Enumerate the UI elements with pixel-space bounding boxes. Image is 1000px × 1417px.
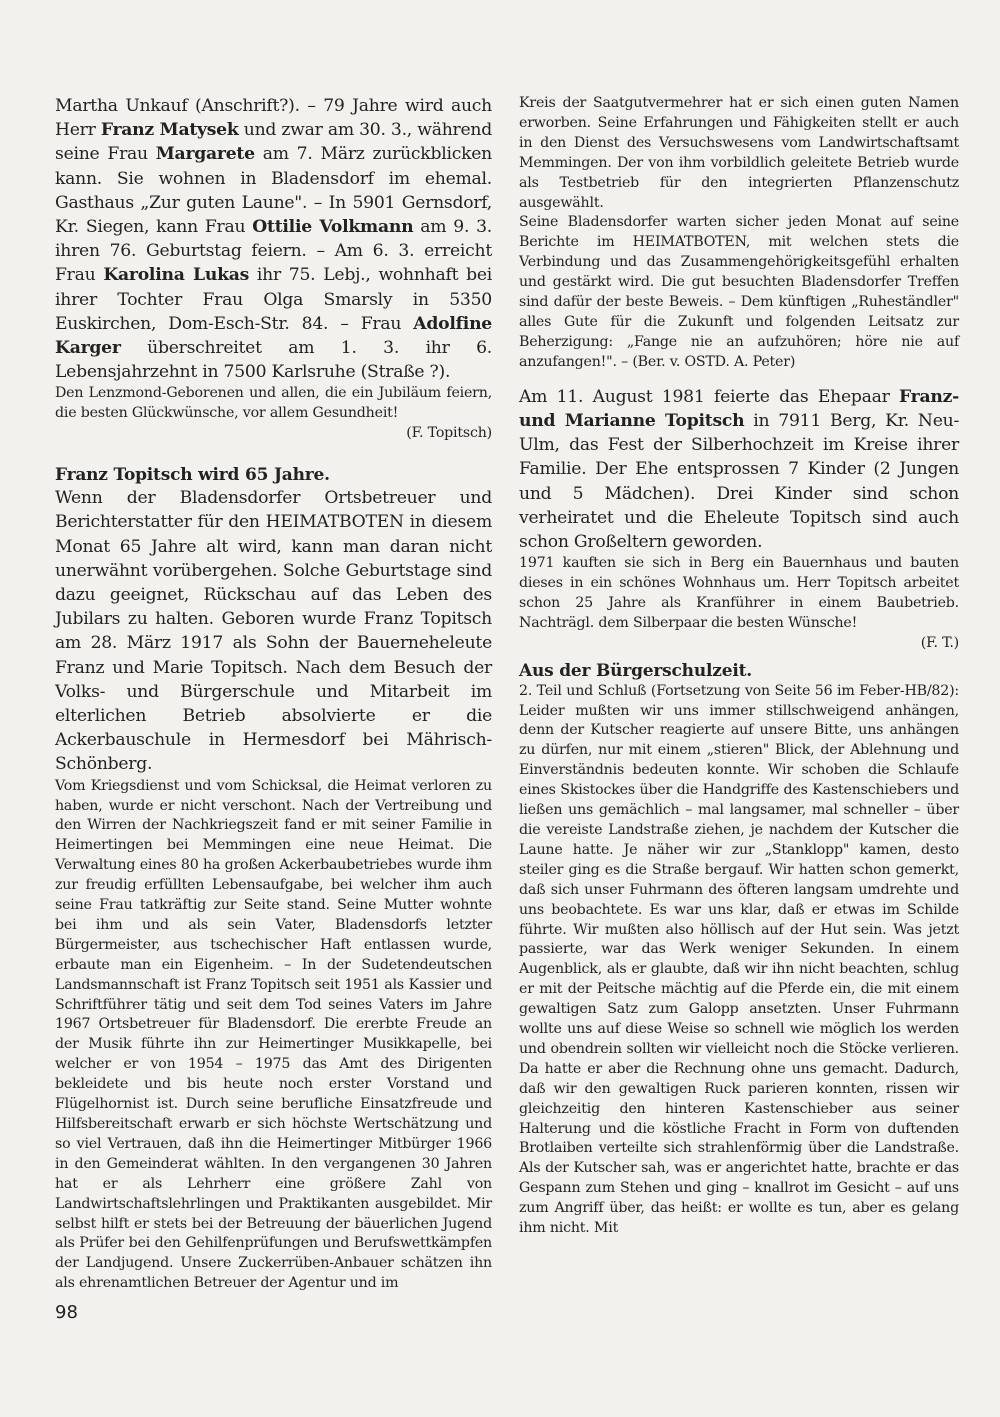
greeting-paragraph: Den Lenzmond-Geborenen und allen, die ein Jubiläum feiern, die besten Glückwünsche, vor allem Gesundheit! xyxy=(55,385,492,422)
anniversary-signature-row xyxy=(519,634,959,654)
page-number: 98 xyxy=(55,1302,78,1323)
article-title: Aus der Bürgerschulzeit. xyxy=(519,660,752,681)
article-body: 2. Teil und Schluß (Fortsetzung von Seite 56 im Feber-HB/82): Leider mußten wir uns immer stillschweigend anhängen, denn der Kutscher reagierte auf unsere Bitte, uns anhängen zu dürfen, nur mit einem „stieren" Blick, der Ablehnung und Einverständnis bedeuten konnte. Wir schoben die Schlaufe eines Skistockes über die Handgriffe des Kastenschiebers und ließen uns gemächlich – mal langsamer, mal schneller – über die vereiste Landstraße ziehen, je nachdem der Kutscher die Laune hatte. Je näher wir zur „Stanklopp" kamen, desto steiler ging es die Straße bergauf. Wir hatten schon gemerkt, daß sich unser Fuhrmann des öfteren langsam umdrehte und uns beobachtete. Es war uns klar, daß er etwas im Schilde führte. Wir mußten also höllisch auf der Hut sein. Was jetzt passierte, war das Werk weniger Sekunden. In einem Augenblick, als er glaubte, daß wir ihn nicht beachten, schlug er mit der Peitsche mächtig auf die Pferde ein, die mit einem gewaltigen Satz zum Galopp ansetzten. Unser Fuhrmann wollte uns auf diese Weise so schnell wie möglich los werden und obendrein sollten wir vielleicht noch die Stöcke verlieren. Da hatte er aber die Rechnung ohne uns gemacht. Dadurch, daß wir den gewaltigen Ruck parieren konnten, rissen wir gleichzeitig den hinteren Kastenschieber aus seiner Halterung und die köstliche Fracht in Form von duftenden Brotlaiben verteilte sich strahlenförmig über die Landstraße. Als der Kutscher sah, was er angerichtet hatte, brachte er das Gespann zum Stehen und ging – knallrot im Gesicht – auf uns zum Angriff über, das heißt: er wollte es tun, aber es gelang ihm nicht. Mit xyxy=(519,682,959,1237)
greeting-signature-row xyxy=(55,424,492,444)
article-continuation: Seine Bladensdorfer warten sicher jeden Monat auf seine Berichte im HEIMATBOTEN, mit welchen stets die Verbindung und das Zusammengehörigkeitsgefühl erhalten und gestärkt wird. Die gut besuchten Bladensdorfer Treffen sind dafür der beste Beweis. – Dem künftigen „Ruheständler" alles Gute für die Zukunft und folgenden Leitsatz zur Beherzigung: „Fange nie an aufzuhören; höre nie auf anzufangen!". – (Ber. v. OSTD. A. Peter) xyxy=(519,214,959,370)
person-name: Karolina Lukas xyxy=(103,265,250,286)
article-continuation: Kreis der Saatgutvermehrer hat er sich einen guten Namen erworben. Seine Erfahrungen und Fähigkeiten stellt er auch in den Dienst des Versuchswesens vom Landwirtschaftsamt Memmingen. Der von ihm vorbildlich geleitete Betrieb wurde als Testbetrieb für den integrierten Pflanzenschutz ausgewählt. xyxy=(519,95,959,211)
article-lead: Wenn der Bladensdorfer Ortsbetreuer und Berichterstatter für den HEIMATBOTEN in diesem Monat 65 Jahre alt wird, kann man daran nicht unerwähnt vorübergehen. Solche Geburtstage sind dazu geeignet, Rückschau auf das Leben des Jubilars zu halten. Geboren wurde Franz Topitsch am 28. März 1917 als Sohn der Bauerneheleute Franz und Marie Topitsch. Nach dem Besuch der Volks- und Bürgerschule und Mitarbeit im elterlichen Betrieb absolvierte er die Ackerbauschule in Hermesdorf bei Mährisch-Schönberg. xyxy=(55,488,492,775)
birthday-announcements: Martha Unkauf (Anschrift?). – 79 Jahre wird auch Herr Franz Matysek und zwar am 30. 3., während seine Frau Margarete am 7. März zurückblicken kann. Sie wohnen in Bladensdorf im ehemal. Gasthaus „Zur guten Laune". – In 5901 Gernsdorf, Kr. Siegen, kann Frau Ottilie Volkmann am 9. 3. ihren 76. Geburtstag feiern. – Am 6. 3. erreicht Frau Karolina Lukas ihr 75. Lebj., wohnhaft bei ihrer Tochter Frau Olga Smarsly in 5350 Euskirchen, Dom-Esch-Str. 84. – Frau Adolfine Karger überschreitet am 1. 3. ihr 6. Lebensjahrzehnt in 7500 Karlsruhe (Straße ?). xyxy=(55,96,493,383)
author-signature: (F. Topitsch) xyxy=(406,425,492,442)
anniversary-announcement: Am 11. August 1981 feierte das Ehepaar Franz- und Marianne Topitsch in 7911 Berg, Kr. Neu-Ulm, das Fest der Silberhochzeit im Kreise ihrer Familie. Der Ehe entsprossen 7 Kinder (2 Jungen und 5 Mädchen). Drei Kinder sind schon verheiratet und die Eheleute Topitsch sind auch schon Großeltern geworden. xyxy=(519,386,959,552)
author-signature: (F. T.) xyxy=(920,634,959,651)
article-body: Vom Kriegsdienst und vom Schicksal, die Heimat verloren zu haben, wurde er nicht verschont. Nach der Vertreibung und den Wirren der Nachkriegszeit fand er mit seiner Familie in Heimertingen bei Memmingen eine neue Heimat. Die Verwaltung eines 80 ha großen Ackerbaubetriebes wurde ihm zur freudig erfüllten Lebensaufgabe, bei welcher ihm auch seine Frau tatkräftig zur Seite stand. Seine Mutter wohnte bei ihm und als sein Vater, Bladensdorfs letzter Bürgermeister, aus tschechischer Haft entlassen wurde, erbaute man ein Eigenheim. – In der Sudetendeutschen Landsmannschaft ist Franz Topitsch seit 1951 als Kassier und Schriftführer tätig und seit dem Tod seines Vaters im Jahre 1967 Ortsbetreuer für Bladensdorf. Die ererbte Freude an der Musik führte ihn zur Heimertinger Musikkapelle, bei welcher er von 1954 – 1975 das Amt des Dirigenten bekleidete und bis heute noch erster Vorstand und Flügelhornist ist. Durch seine berufliche Einsatzfreude und Hilfsbereitschaft erwarb er sich höchste Wertschätzung und so viel Vertrauen, daß ihn die Heimertinger Mitbürger 1966 in den Gemeinderat wählten. In den vergangenen 30 Jahren hat er als Lehrherr eine größere Zahl von Landwirtschaftslehrlingen und Praktikanten ausgebildet. Mir selbst hilft er stets bei der Betreuung der bäuerlichen Jugend als Prüfer bei den Gehilfenprüfungen und Berufswettkämpfen der Landjugend. Unsere Zuckerrüben-Anbauer schätzen ihn als ehrenamtlichen Betreuer der Agentur und im xyxy=(55,777,492,1292)
anniversary-details: 1971 kauften sie sich in Berg ein Bauernhaus und bauten dieses in ein schönes Wohnhaus um. Herr Topitsch arbeitet schon 25 Jahre als Kranführer in einem Baubetrieb. Nachträgl. dem Silberpaar die besten Wünsche! xyxy=(519,555,959,631)
person-name: Franz Matysek xyxy=(100,120,239,141)
article-title: Franz Topitsch wird 65 Jahre. xyxy=(55,465,330,486)
person-name: Ottilie Volkmann xyxy=(252,217,414,238)
left-column xyxy=(55,94,492,1294)
person-name: Margarete xyxy=(155,144,255,165)
right-column xyxy=(519,94,959,1239)
person-name: Franz- und Marianne Topitsch xyxy=(519,386,959,431)
person-name: Adolfine Karger xyxy=(55,313,492,359)
